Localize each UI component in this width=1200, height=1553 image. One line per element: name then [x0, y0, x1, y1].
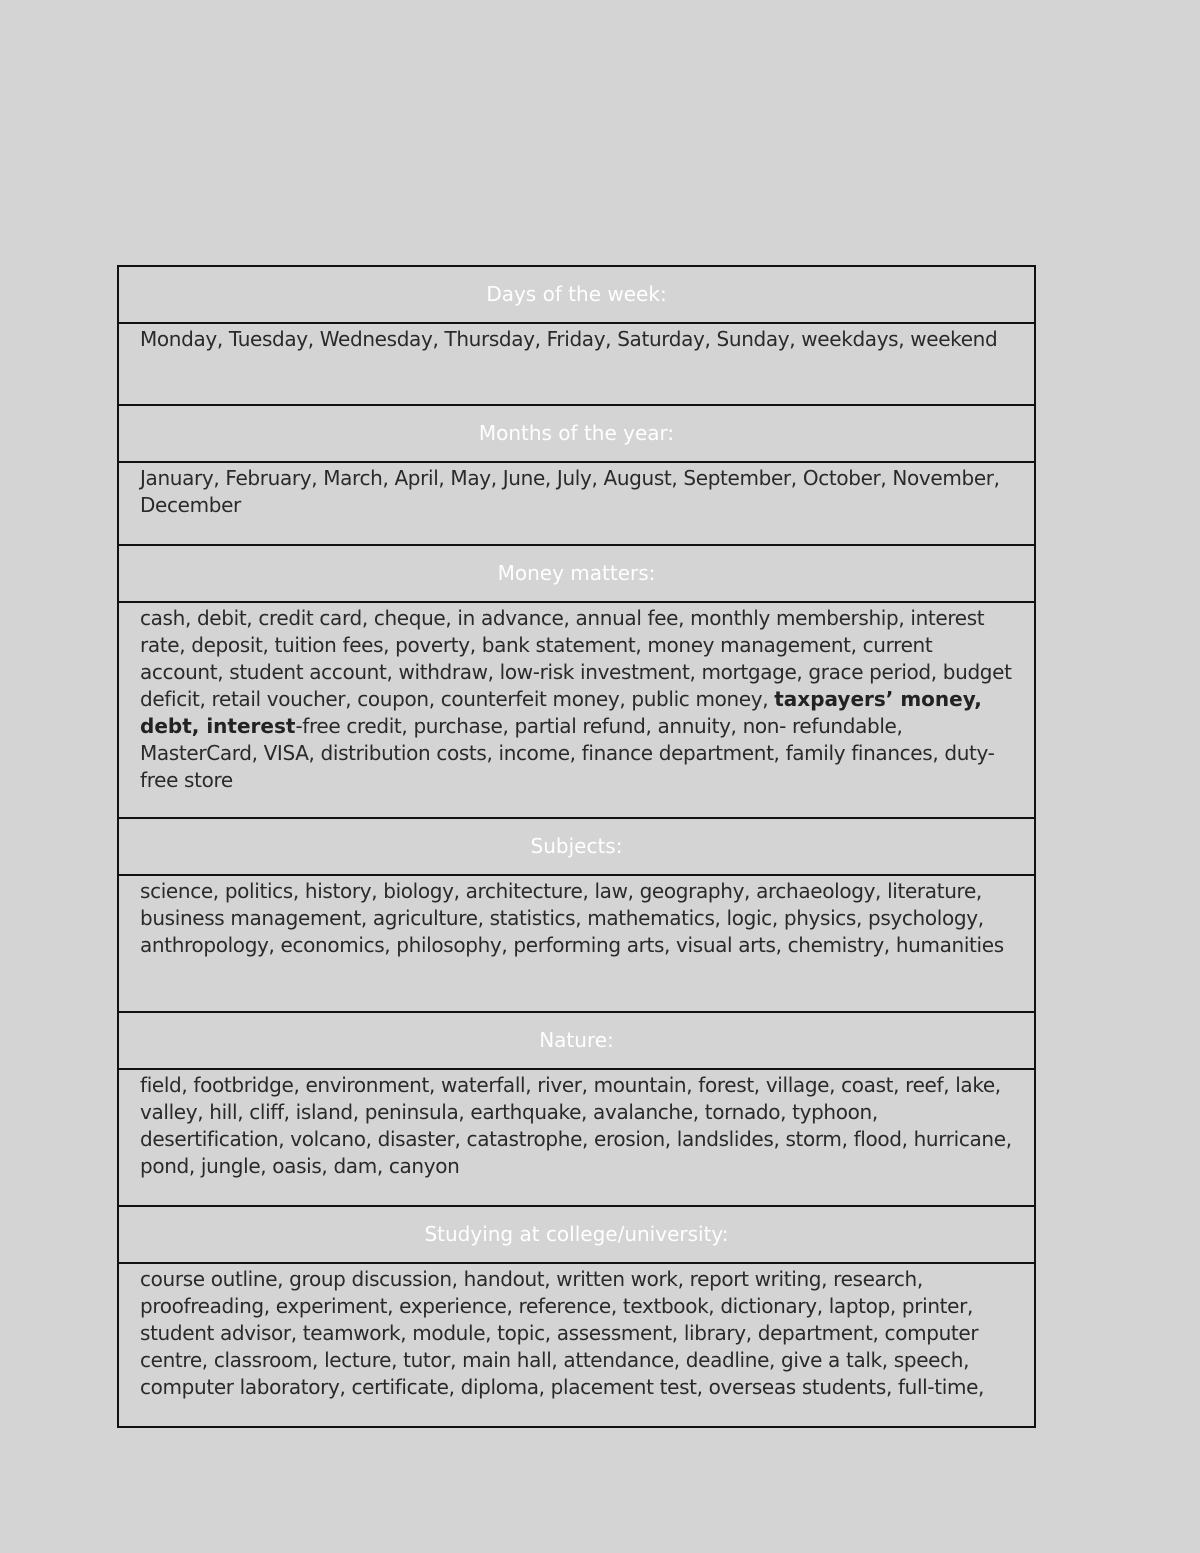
days-heading-row — [118, 266, 1035, 323]
subjects-heading: Subjects: — [118, 818, 1035, 875]
subjects-heading-row — [118, 818, 1035, 875]
nature-heading-row — [118, 1012, 1035, 1069]
money-content — [118, 602, 1035, 818]
money-content-part-2: -free credit, purchase, partial refund, annuity, non- refundable, MasterCard, VISA, distribution costs, income, finance department, family finances, duty-free store — [140, 714, 995, 792]
nature-content-row — [118, 1069, 1035, 1206]
nature-heading: Nature: — [118, 1012, 1035, 1069]
days-content-row — [118, 323, 1035, 405]
months-content: January, February, March, April, May, June, July, August, September, October, November, December — [118, 462, 1035, 545]
money-content-bold-part: taxpayers’ money, debt, interest — [140, 687, 982, 738]
months-heading: Months of the year: — [118, 405, 1035, 462]
vocabulary-table — [117, 265, 1036, 1428]
days-content: Monday, Tuesday, Wednesday, Thursday, Friday, Saturday, Sunday, weekdays, weekend — [118, 323, 1035, 405]
months-heading-row — [118, 405, 1035, 462]
subjects-content-row — [118, 875, 1035, 1012]
study-heading-row — [118, 1206, 1035, 1263]
money-content-part-1: cash, debit, credit card, cheque, in advance, annual fee, monthly membership, interest rate, deposit, tuition fees, poverty, bank statement, money management, current account, student account, withdraw, low-risk investment, mortgage, grace period, budget deficit, retail voucher, coupon, counterfeit money, public money, — [140, 606, 1012, 711]
subjects-content: science, politics, history, biology, architecture, law, geography, archaeology, literature, business management, agriculture, statistics, mathematics, logic, physics, psychology, anthropology, economics, philosophy, performing arts, visual arts, chemistry, humanities — [118, 875, 1035, 1012]
days-heading: Days of the week: — [118, 266, 1035, 323]
study-heading: Studying at college/university: — [118, 1206, 1035, 1263]
months-content-row — [118, 462, 1035, 545]
money-heading: Money matters: — [118, 545, 1035, 602]
study-content: course outline, group discussion, handout, written work, report writing, research, proofreading, experiment, experience, reference, textbook, dictionary, laptop, printer, student advisor, teamwork, module, topic, assessment, library, department, computer centre, classroom, lecture, tutor, main hall, attendance, deadline, give a talk, speech, computer laboratory, certificate, diploma, placement test, overseas students, full-time, — [118, 1263, 1035, 1427]
money-heading-row — [118, 545, 1035, 602]
study-content-row — [118, 1263, 1035, 1427]
nature-content: field, footbridge, environment, waterfall, river, mountain, forest, village, coast, reef, lake, valley, hill, cliff, island, peninsula, earthquake, avalanche, tornado, typhoon, desertification, volcano, disaster, catastrophe, erosion, landslides, storm, flood, hurricane, pond, jungle, oasis, dam, canyon — [118, 1069, 1035, 1206]
money-content-row — [118, 602, 1035, 818]
